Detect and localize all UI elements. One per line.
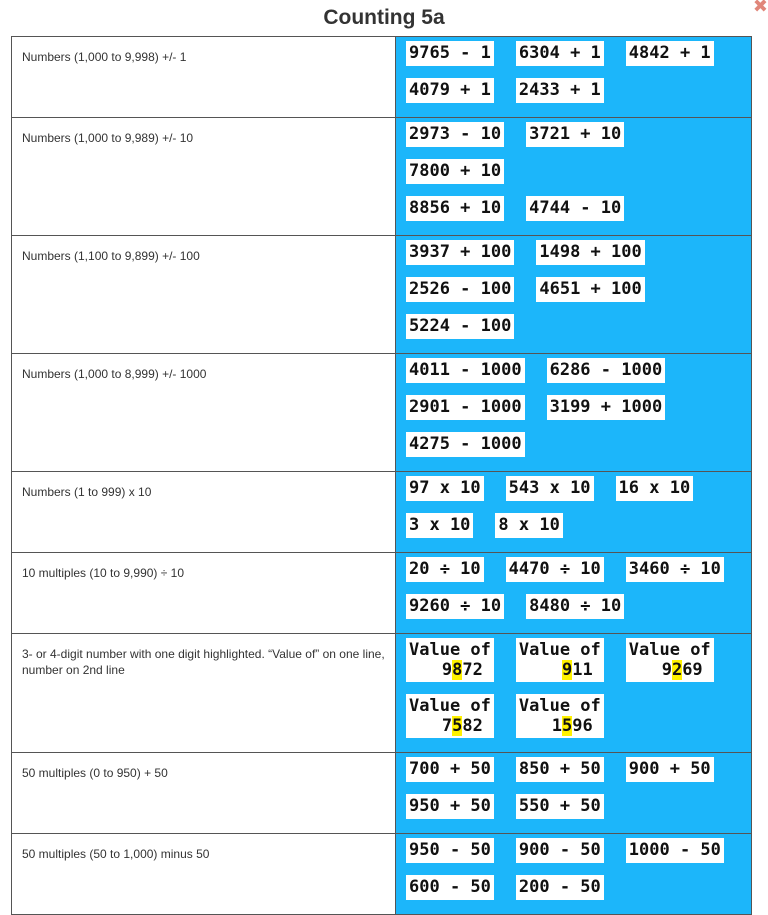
- examples-panel: [396, 472, 752, 553]
- value-of-card: [406, 694, 494, 738]
- example-card: 5224 - 100: [406, 314, 514, 339]
- examples-panel: [396, 753, 752, 834]
- example-card: 3 x 10: [406, 513, 473, 538]
- row-description: 50 multiples (50 to 1,000) minus 50: [12, 834, 396, 915]
- table-row: [12, 634, 752, 753]
- example-card: 16 x 10: [616, 476, 694, 501]
- row-description: 3- or 4-digit number with one digit highlighted. “Value of” on one line, number on 2nd line: [12, 634, 396, 753]
- example-line: [406, 78, 751, 115]
- value-of-card: [626, 638, 714, 682]
- digits-after: 72: [462, 660, 483, 680]
- example-line: [406, 314, 751, 351]
- value-of-card: [516, 638, 604, 682]
- example-card: 1000 - 50: [626, 838, 724, 863]
- page-title: Counting 5a: [323, 6, 445, 29]
- example-line: [406, 638, 751, 694]
- table-row: [12, 118, 752, 236]
- value-of-number: [519, 660, 601, 680]
- value-of-number: [409, 716, 491, 736]
- example-card: 2901 - 1000: [406, 395, 525, 420]
- highlighted-digit: 8: [452, 660, 463, 680]
- example-line: [406, 41, 751, 78]
- examples-panel: [396, 37, 752, 118]
- example-line: [406, 794, 751, 831]
- row-description: Numbers (1 to 999) x 10: [12, 472, 396, 553]
- digits-after: 11: [572, 660, 593, 680]
- value-of-label: Value of: [518, 696, 601, 716]
- example-line: [406, 395, 751, 432]
- table-row: [12, 834, 752, 915]
- example-line: [406, 513, 751, 550]
- example-card: 6286 - 1000: [547, 358, 666, 383]
- example-card: 6304 + 1: [516, 41, 604, 66]
- example-card: 2526 - 100: [406, 277, 514, 302]
- example-card: 950 + 50: [406, 794, 494, 819]
- row-description: Numbers (1,000 to 9,989) +/- 10: [12, 118, 396, 236]
- example-card: 3721 + 10: [526, 122, 624, 147]
- example-card: 2433 + 1: [516, 78, 604, 103]
- digits-after: 69: [682, 660, 703, 680]
- example-line: [406, 358, 751, 395]
- example-line: [406, 557, 751, 594]
- examples-panel: [396, 354, 752, 472]
- example-card: 900 + 50: [626, 757, 714, 782]
- table-row: [12, 236, 752, 354]
- value-of-card: [516, 694, 604, 738]
- table-row: [12, 472, 752, 553]
- highlighted-digit: 5: [452, 716, 463, 736]
- example-card: 4011 - 1000: [406, 358, 525, 383]
- example-line: [406, 196, 751, 233]
- example-card: 4275 - 1000: [406, 432, 525, 457]
- example-card: 7800 + 10: [406, 159, 504, 184]
- example-line: [406, 694, 751, 750]
- value-of-card: [406, 638, 494, 682]
- example-card: 3937 + 100: [406, 240, 514, 265]
- table-row: [12, 553, 752, 634]
- example-card: 543 x 10: [506, 476, 594, 501]
- example-line: [406, 122, 751, 196]
- value-of-number: [409, 660, 491, 680]
- row-description: Numbers (1,000 to 8,999) +/- 1000: [12, 354, 396, 472]
- example-card: 9260 ÷ 10: [406, 594, 504, 619]
- example-line: [406, 277, 751, 314]
- example-card: 950 - 50: [406, 838, 494, 863]
- example-card: 2973 - 10: [406, 122, 504, 147]
- table-row: [12, 753, 752, 834]
- digits-before: 1: [551, 716, 563, 736]
- value-of-number: [629, 660, 711, 680]
- example-line: [406, 432, 751, 469]
- example-card: 850 + 50: [516, 757, 604, 782]
- row-description: Numbers (1,000 to 9,998) +/- 1: [12, 37, 396, 118]
- digits-after: 96: [572, 716, 593, 736]
- value-of-number: [519, 716, 601, 736]
- digits-before: 9: [661, 660, 672, 680]
- example-line: [406, 838, 751, 875]
- example-card: 4842 + 1: [626, 41, 714, 66]
- highlighted-digit: 9: [562, 660, 573, 680]
- table-row: [12, 37, 752, 118]
- table-row: [12, 354, 752, 472]
- example-line: [406, 594, 751, 631]
- highlighted-digit: 5: [562, 716, 573, 736]
- example-card: 20 ÷ 10: [406, 557, 484, 582]
- example-card: 900 - 50: [516, 838, 604, 863]
- example-card: 4470 ÷ 10: [506, 557, 604, 582]
- example-card: 4744 - 10: [526, 196, 624, 221]
- example-card: 8856 + 10: [406, 196, 504, 221]
- digits-before: 9: [441, 660, 453, 680]
- example-card: 200 - 50: [516, 875, 604, 900]
- examples-panel: [396, 236, 752, 354]
- example-line: [406, 875, 751, 912]
- digits-before: 7: [441, 716, 453, 736]
- example-line: [406, 757, 751, 794]
- example-card: 97 x 10: [406, 476, 484, 501]
- example-card: 600 - 50: [406, 875, 494, 900]
- highlighted-digit: 2: [671, 660, 683, 680]
- example-card: 4651 + 100: [536, 277, 644, 302]
- row-description: 50 multiples (0 to 950) + 50: [12, 753, 396, 834]
- example-line: [406, 240, 751, 277]
- examples-panel: [396, 634, 752, 753]
- example-card: 700 + 50: [406, 757, 494, 782]
- value-of-label: Value of: [518, 640, 601, 660]
- example-line: [406, 476, 751, 513]
- examples-panel: [396, 118, 752, 236]
- row-description: Numbers (1,100 to 9,899) +/- 100: [12, 236, 396, 354]
- example-card: 550 + 50: [516, 794, 604, 819]
- examples-panel: [396, 553, 752, 634]
- example-card: 3460 ÷ 10: [626, 557, 724, 582]
- value-of-label: Value of: [628, 640, 711, 660]
- digits-after: 82: [462, 716, 483, 736]
- counting-table: [11, 36, 752, 915]
- example-card: 8480 ÷ 10: [526, 594, 624, 619]
- example-card: 9765 - 1: [406, 41, 494, 66]
- example-card: 3199 + 1000: [547, 395, 666, 420]
- close-icon[interactable]: ✖: [752, 0, 768, 17]
- examples-panel: [396, 834, 752, 915]
- example-card: 8 x 10: [495, 513, 562, 538]
- example-card: 1498 + 100: [536, 240, 644, 265]
- example-card: 4079 + 1: [406, 78, 494, 103]
- row-description: 10 multiples (10 to 9,990) ÷ 10: [12, 553, 396, 634]
- value-of-label: Value of: [409, 696, 491, 716]
- value-of-label: Value of: [409, 640, 491, 660]
